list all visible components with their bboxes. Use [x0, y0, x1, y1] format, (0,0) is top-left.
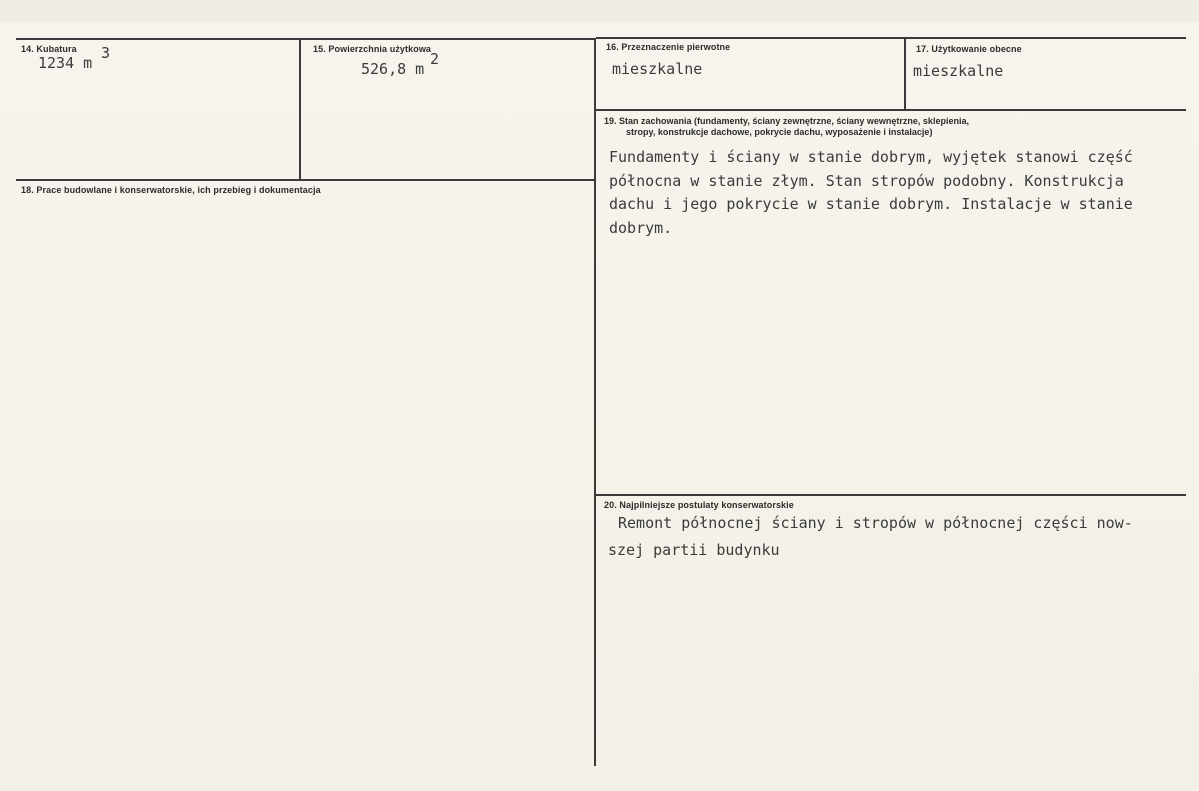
rule-above-20 — [596, 494, 1186, 496]
field-15-exponent: 2 — [430, 50, 440, 68]
field-14-label: 14. Kubatura — [21, 44, 77, 54]
top-rule-left — [16, 38, 596, 40]
field-17-value: mieszkalne — [913, 62, 1004, 80]
field-20-text — [608, 510, 1133, 564]
field-16-value: mieszkalne — [612, 60, 703, 78]
field-14-exponent: 3 — [101, 44, 111, 62]
field-20-line: Remont północnej ściany i stropów w północnej części now- — [618, 514, 1133, 532]
field-19-line: dachu i jego pokrycie w stanie dobrym. Instalacje w stanie — [609, 195, 1133, 213]
field-19-label — [604, 116, 969, 138]
field-19-line: Fundamenty i ściany w stanie dobrym, wyjętek stanowi część — [609, 148, 1133, 166]
field-19-label-line-2: stropy, konstrukcje dachowe, pokrycie dachu, wyposażenie i instalacje) — [626, 127, 933, 137]
rule-under-14-15 — [16, 179, 596, 181]
field-20-label: 20. Najpilniejsze postulaty konserwatorskie — [604, 500, 794, 510]
field-17-label: 17. Użytkowanie obecne — [916, 44, 1022, 54]
divider-center — [594, 38, 596, 766]
field-19-line: dobrym. — [609, 218, 673, 237]
divider-16-17 — [904, 37, 906, 110]
divider-14-15 — [299, 38, 301, 179]
field-19-label-line-1: 19. Stan zachowania (fundamenty, ściany zewnętrzne, ściany wewnętrzne, sklepienia, — [604, 116, 969, 126]
rule-under-16-17 — [596, 109, 1186, 111]
field-19-line: północna w stanie złym. Stan stropów podobny. Konstrukcja — [609, 171, 1124, 190]
field-16-label: 16. Przeznaczenie pierwotne — [606, 42, 731, 52]
field-14-value: 1234 m — [38, 54, 93, 72]
field-19-text — [609, 146, 1133, 240]
field-15-label: 15. Powierzchnia użytkowa — [313, 44, 432, 54]
top-rule-right — [596, 37, 1186, 39]
field-20-line: szej partii budynku — [608, 541, 780, 559]
card-top-edge — [0, 0, 1199, 22]
field-15-value: 526,8 m — [361, 60, 425, 78]
field-18-label: 18. Prace budowlane i konserwatorskie, ich przebieg i dokumentacja — [21, 185, 321, 195]
